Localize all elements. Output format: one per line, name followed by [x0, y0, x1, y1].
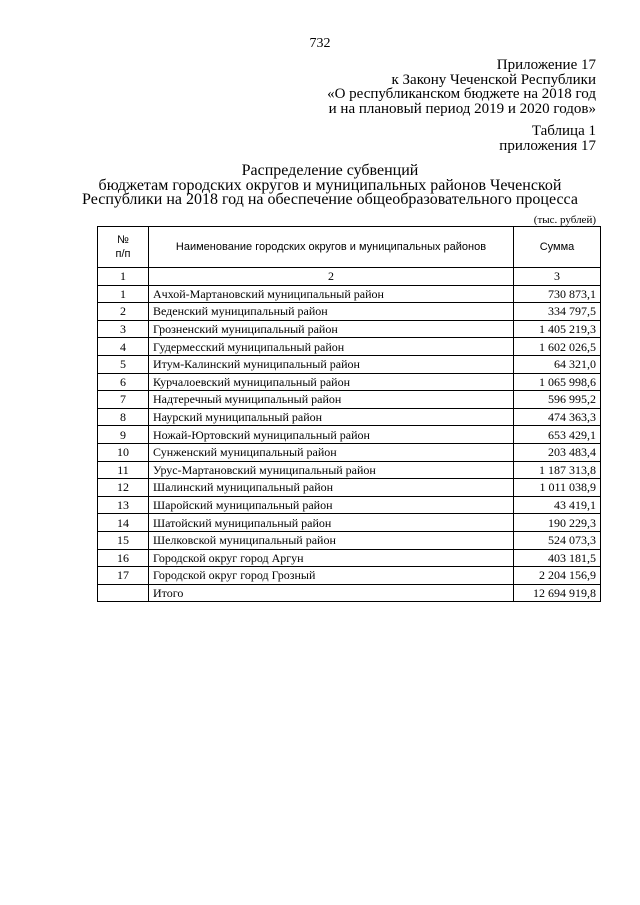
table-row: [98, 549, 601, 567]
row-number: 4: [98, 338, 149, 356]
title-line-3: Республики на 2018 год на обеспечение общеобразовательного процесса: [82, 191, 578, 208]
subventions-table: [97, 226, 601, 602]
appendix-header: [327, 58, 596, 116]
row-sum: 12 694 919,8: [514, 584, 601, 602]
title-line-1: Распределение субвенций: [241, 162, 419, 179]
row-number: 6: [98, 373, 149, 391]
table-row: [98, 391, 601, 409]
row-number: 10: [98, 443, 149, 461]
row-number: 8: [98, 408, 149, 426]
row-name: Городской округ город Аргун: [149, 549, 514, 567]
row-sum: 1 011 038,9: [514, 479, 601, 497]
row-name: Ножай-Юртовский муниципальный район: [149, 426, 514, 444]
row-sum: 1 602 026,5: [514, 338, 601, 356]
row-sum: 730 873,1: [514, 285, 601, 303]
row-number: 16: [98, 549, 149, 567]
row-name: Урус-Мартановский муниципальный район: [149, 461, 514, 479]
appendix-line-1: Приложение 17: [496, 57, 596, 73]
row-name: Надтеречный муниципальный район: [149, 391, 514, 409]
header-number: [98, 227, 149, 268]
table-ref-line-2: приложения 17: [499, 137, 596, 154]
table-row: [98, 408, 601, 426]
row-sum: 334 797,5: [514, 303, 601, 321]
row-name: Курчалоевский муниципальный район: [149, 373, 514, 391]
table-row: [98, 338, 601, 356]
document-title: [60, 164, 600, 208]
row-name: Веденский муниципальный район: [149, 303, 514, 321]
row-name: Итого: [149, 584, 514, 602]
table-row: [98, 303, 601, 321]
row-sum: 190 229,3: [514, 514, 601, 532]
table-row: [98, 426, 601, 444]
table-row: [98, 514, 601, 532]
table-row: [98, 285, 601, 303]
row-sum: 1 065 998,6: [514, 373, 601, 391]
row-number: 14: [98, 514, 149, 532]
title-line-2: бюджетам городских округов и муниципальных районов Чеченской: [98, 176, 562, 194]
header-number-line-1: №: [117, 234, 129, 246]
table-row: [98, 320, 601, 338]
row-sum: 524 073,3: [514, 531, 601, 549]
row-number: 13: [98, 496, 149, 514]
header-number-line-2: п/п: [115, 248, 131, 260]
table-ref-line-1: Таблица 1: [531, 123, 596, 139]
table-row: [98, 443, 601, 461]
row-name: Городской округ город Грозный: [149, 567, 514, 585]
table-row: [98, 355, 601, 373]
row-name: Итум-Калинский муниципальный район: [149, 355, 514, 373]
row-sum: 596 995,2: [514, 391, 601, 409]
row-name: Шалинский муниципальный район: [149, 479, 514, 497]
row-number: [98, 584, 149, 602]
header-name: Наименование городских округов и муниципальных районов: [149, 227, 514, 268]
row-sum: 64 321,0: [514, 355, 601, 373]
row-number: 1: [98, 285, 149, 303]
table-reference: [499, 124, 596, 153]
table-row: [98, 373, 601, 391]
units-label: (тыс. рублей): [533, 214, 596, 226]
table-row: [98, 479, 601, 497]
row-number: 3: [98, 320, 149, 338]
row-name: Гудермесский муниципальный район: [149, 338, 514, 356]
row-sum: 203 483,4: [514, 443, 601, 461]
column-number: 2: [149, 268, 514, 286]
row-sum: 474 363,3: [514, 408, 601, 426]
row-name: Грозненский муниципальный район: [149, 320, 514, 338]
row-name: Шатойский муниципальный район: [149, 514, 514, 532]
row-number: 9: [98, 426, 149, 444]
column-number: 3: [514, 268, 601, 286]
column-number-row: [98, 268, 601, 286]
row-name: Сунженский муниципальный район: [149, 443, 514, 461]
row-number: 7: [98, 391, 149, 409]
table-row: [98, 567, 601, 585]
row-number: 17: [98, 567, 149, 585]
row-number: 5: [98, 355, 149, 373]
table-row: [98, 531, 601, 549]
appendix-line-2: к Закону Чеченской Республики: [391, 71, 596, 88]
table-row: [98, 496, 601, 514]
row-sum: 1 187 313,8: [514, 461, 601, 479]
column-number: 1: [98, 268, 149, 286]
row-sum: 2 204 156,9: [514, 567, 601, 585]
row-name: Наурский муниципальный район: [149, 408, 514, 426]
row-name: Ачхой-Мартановский муниципальный район: [149, 285, 514, 303]
row-number: 12: [98, 479, 149, 497]
row-name: Шелковской муниципальный район: [149, 531, 514, 549]
table-header-row: [98, 227, 601, 268]
header-sum: Сумма: [514, 227, 601, 268]
row-sum: 403 181,5: [514, 549, 601, 567]
row-number: 15: [98, 531, 149, 549]
page-number: 732: [309, 36, 331, 51]
row-name: Шаройский муниципальный район: [149, 496, 514, 514]
appendix-line-3: «О республиканском бюджете на 2018 год: [327, 86, 596, 102]
appendix-line-4: и на плановый период 2019 и 2020 годов»: [328, 100, 596, 117]
row-sum: 653 429,1: [514, 426, 601, 444]
row-number: 2: [98, 303, 149, 321]
total-row: [98, 584, 601, 602]
row-sum: 1 405 219,3: [514, 320, 601, 338]
row-number: 11: [98, 461, 149, 479]
row-sum: 43 419,1: [514, 496, 601, 514]
table-row: [98, 461, 601, 479]
